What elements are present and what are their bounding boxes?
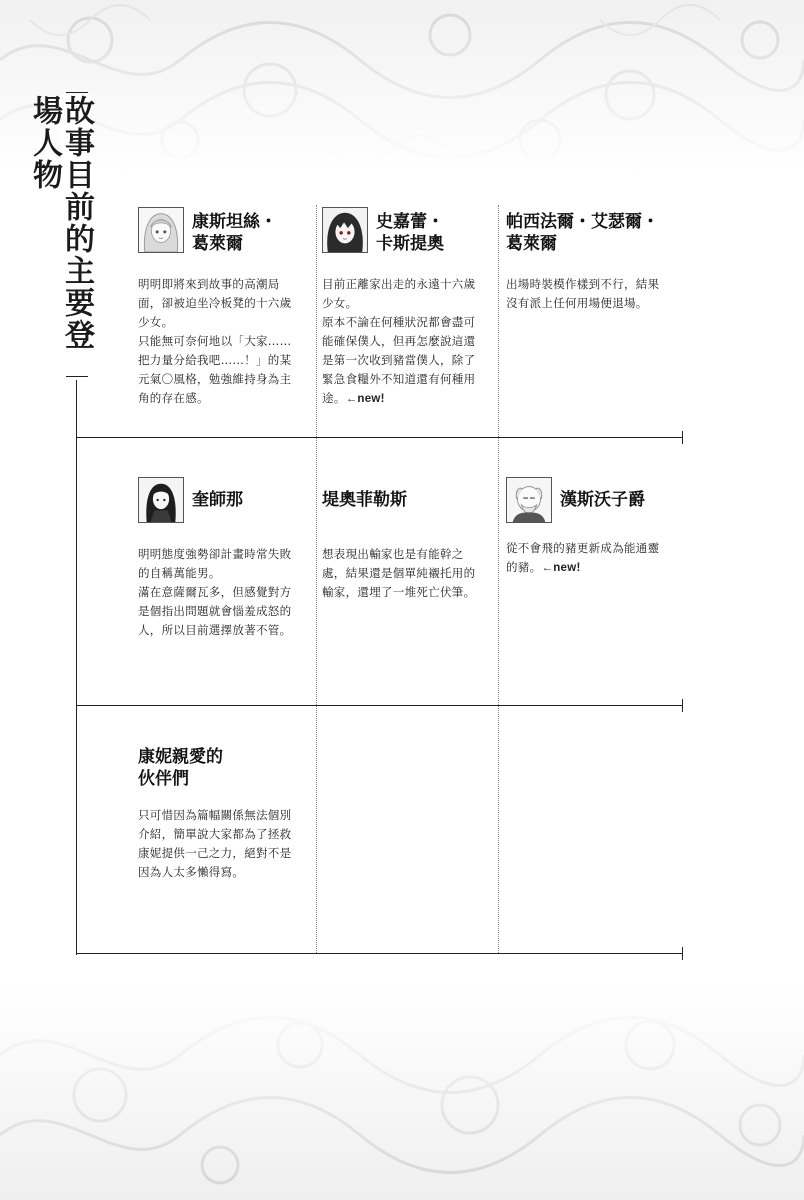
title-bracket-bottom	[66, 376, 88, 377]
character-name: 堤奧菲勒斯	[322, 490, 407, 510]
character-description: 從不會飛的豬更新成為能通靈的豬。←new!	[506, 541, 660, 574]
character-card-viscount-hanswoth	[506, 477, 671, 578]
girl-long-hair-portrait-icon	[138, 207, 184, 253]
character-description: 目前正離家出走的永遠十六歲少女。 原本不論在何種狀況都會盡可能確保僕人，但再怎麼說這還是第一次收到豬當僕人，除了緊急食糧外不知道還有何種用途。←new!	[322, 277, 476, 405]
row-divider-1	[76, 437, 683, 438]
row-divider-2	[76, 705, 683, 706]
page-title: 故事目前的主要登場人物	[60, 95, 92, 375]
character-name: 漢斯沃子爵	[560, 490, 645, 510]
character-description: 明明態度強勢卻計畫時常失敗的自稱萬能男。 滿在意薩爾瓦多，但感覺對方是個指出問題就會惱羞成怒的人，所以目前選擇放著不管。	[138, 547, 292, 637]
new-tag: ←new!	[345, 393, 385, 405]
title-bracket-top	[66, 92, 88, 93]
character-name: 康妮親愛的 伙伴們	[138, 747, 223, 789]
woman-black-hair-portrait-icon	[138, 477, 184, 523]
character-description: 明明即將來到故事的高潮局面，卻被迫坐冷板凳的十六歲少女。 只能無可奈何地以「大家……把力量分給我吧……！」的某元氣〇風格，勉強維持身為主角的存在感。	[138, 277, 292, 405]
character-description: 出場時裝模作樣到不行，結果沒有派上任何用場便退場。	[506, 277, 660, 310]
column-divider-2	[498, 205, 499, 953]
character-name: 奎師那	[192, 490, 243, 510]
row-divider-3	[76, 953, 683, 954]
character-card-theophilus	[322, 477, 487, 603]
girl-dark-hair-portrait-icon	[322, 207, 368, 253]
character-name: 康斯坦絲・ 葛萊爾	[192, 212, 277, 254]
character-name: 史嘉蕾・ 卡斯提奧	[376, 212, 444, 254]
character-card-connie-companions	[138, 746, 303, 883]
character-description: 只可惜因為篇幅關係無法個別介紹，簡單說大家都為了拯救康妮提供一己之力，絕對不是因為人太多懶得寫。	[138, 808, 292, 879]
floral-pattern-bottom	[0, 985, 804, 1200]
column-divider-1	[316, 205, 317, 953]
character-name: 帕西法爾・艾瑟爾・ 葛萊爾	[506, 212, 659, 254]
character-card-scarlett	[322, 207, 487, 409]
floral-pattern-top	[0, 0, 804, 175]
left-rule	[76, 380, 77, 955]
character-card-constance	[138, 207, 303, 409]
character-description: 想表現出輸家也是有能幹之處，結果還是個單純襯托用的輸家，還埋了一堆死亡伏筆。	[322, 547, 476, 599]
character-card-percival	[506, 207, 671, 314]
new-tag: ←new!	[541, 562, 581, 574]
character-card-krishna	[138, 477, 303, 641]
bald-old-man-portrait-icon	[506, 477, 552, 523]
